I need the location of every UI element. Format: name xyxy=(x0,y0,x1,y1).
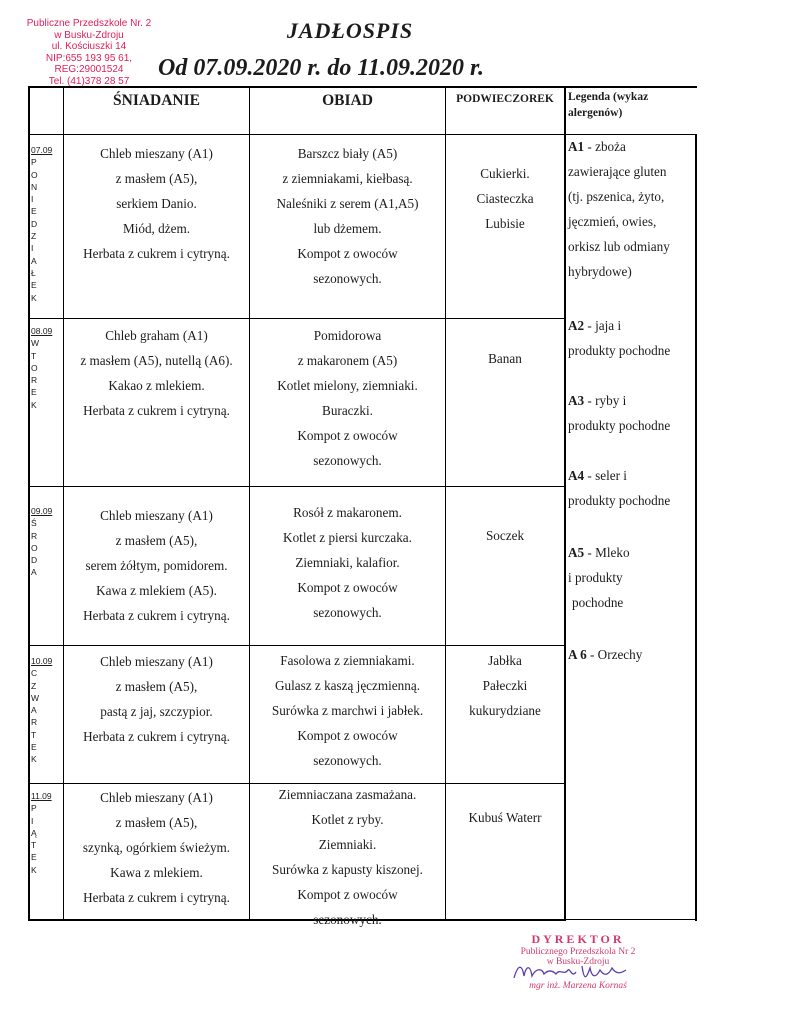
day-name-letter: W xyxy=(31,692,40,703)
menu-item: sezonowych. xyxy=(313,271,382,286)
day-name-letter: D xyxy=(31,555,38,566)
row-divider xyxy=(28,645,565,646)
menu-item: Ziemniaki, kalafior. xyxy=(295,555,400,570)
day-name-letter: K xyxy=(31,754,37,765)
page-title: JADŁOSPIS xyxy=(286,18,414,43)
menu-item: Buraczki. xyxy=(322,403,373,418)
day-name-letter: D xyxy=(31,218,38,229)
legend-a3 xyxy=(568,388,670,438)
day-name-letter: T xyxy=(31,840,37,851)
menu-item: Kompot z owoców xyxy=(297,246,398,261)
legend-line: A4 - seler i xyxy=(568,468,627,483)
menu-item: Ziemniaczana zasmażana. xyxy=(278,787,417,802)
handwritten-signature xyxy=(512,958,632,986)
menu-item: Kotlet mielony, ziemniaki. xyxy=(277,378,418,393)
menu-item: sezonowych. xyxy=(313,605,382,620)
menu-item: Kubuś Waterr xyxy=(468,810,542,825)
day-label-thursday xyxy=(31,655,52,766)
legend-line: produkty pochodne xyxy=(568,418,671,433)
day-date: 09.09 xyxy=(31,506,53,516)
snack-cell-tuesday xyxy=(446,346,564,371)
day-name-letter: O xyxy=(31,169,38,180)
allergen-code: A1 xyxy=(568,139,585,154)
snack-cell-wednesday xyxy=(446,523,564,548)
menu-item: Surówka z kapusty kiszonej. xyxy=(272,862,423,877)
day-name-letter: Z xyxy=(31,231,37,242)
legend-line: A2 - jaja i xyxy=(568,318,622,333)
lunch-cell-tuesday xyxy=(250,323,445,473)
day-label-wednesday xyxy=(31,505,52,579)
lunch-cell-wednesday xyxy=(250,500,445,625)
menu-item: Pomidorowa xyxy=(313,328,382,343)
menu-item: Herbata z cukrem i cytryną. xyxy=(83,608,230,623)
menu-item: z masłem (A5), xyxy=(115,171,198,186)
day-name-letter: K xyxy=(31,399,37,410)
day-name-letter: E xyxy=(31,387,37,398)
legend-line: (tj. pszenica, żyto, xyxy=(568,189,665,204)
menu-item: Gulasz z kaszą jęczmienną. xyxy=(275,678,420,693)
menu-item: Kakao z mlekiem. xyxy=(108,378,205,393)
menu-item: Kawa z mlekiem. xyxy=(110,865,203,880)
menu-item: Kompot z owoców xyxy=(297,887,398,902)
breakfast-cell-monday xyxy=(64,141,249,266)
day-name xyxy=(31,667,52,765)
menu-item: pastą z jaj, szczypior. xyxy=(100,704,213,719)
menu-item: Fasolowa z ziemniakami. xyxy=(280,653,415,668)
legend-line: A 6 - Orzechy xyxy=(568,647,643,662)
legend-line: i produkty xyxy=(568,570,623,585)
col-divider-snack xyxy=(564,86,566,921)
menu-item: Ziemniaki. xyxy=(318,837,377,852)
menu-item: serem żółtym, pomidorem. xyxy=(85,558,228,573)
day-name-letter: Ś xyxy=(31,518,37,529)
day-name-letter: A xyxy=(31,567,37,578)
day-label-tuesday xyxy=(31,325,52,411)
stamp-line: Publiczne Przedszkole Nr. 2 xyxy=(26,18,152,29)
menu-item: sezonowych. xyxy=(313,912,382,927)
day-name xyxy=(31,156,52,304)
day-name-letter: T xyxy=(31,350,37,361)
allergen-code: A2 xyxy=(568,318,585,333)
day-name-letter: K xyxy=(31,864,37,875)
allergen-code: A5 xyxy=(568,545,585,560)
day-name-letter: P xyxy=(31,803,37,814)
day-date: 08.09 xyxy=(31,326,53,336)
day-name-letter: N xyxy=(31,181,38,192)
menu-item: Barszcz biały (A5) xyxy=(297,146,398,161)
legend-a1 xyxy=(568,134,670,284)
day-name-letter: A xyxy=(31,255,37,266)
table-border-right xyxy=(695,134,697,921)
menu-item: Chleb mieszany (A1) xyxy=(100,146,213,161)
menu-item: szynką, ogórkiem świeżym. xyxy=(82,840,231,855)
header-lunch: OBIAD xyxy=(322,92,373,109)
day-name-letter: I xyxy=(31,815,34,826)
day-name-letter: W xyxy=(31,338,40,349)
snack-cell-thursday xyxy=(446,648,564,723)
menu-item: sezonowych. xyxy=(313,753,382,768)
menu-item: Kompot z owoców xyxy=(297,428,398,443)
menu-item: z masłem (A5), xyxy=(115,815,198,830)
legend-a6 xyxy=(568,642,642,667)
breakfast-cell-friday xyxy=(64,785,249,910)
date-range-subtitle: Od 07.09.2020 r. do 11.09.2020 r. xyxy=(158,55,485,81)
menu-item: Herbata z cukrem i cytryną. xyxy=(83,890,230,905)
menu-item: Banan xyxy=(488,351,522,366)
menu-item: Chleb mieszany (A1) xyxy=(100,654,213,669)
menu-item: Surówka z marchwi i jabłek. xyxy=(271,703,424,718)
day-name-letter: T xyxy=(31,729,37,740)
menu-item: z ziemniakami, kiełbasą. xyxy=(282,171,413,186)
day-label-monday xyxy=(31,144,52,304)
day-name-letter: A xyxy=(31,705,37,716)
menu-item: kukurydziane xyxy=(469,703,541,718)
stamp-line: Tel. (41)378 28 57 xyxy=(48,75,130,87)
director-name: mgr inż. Marzena Kornaś xyxy=(529,981,627,991)
breakfast-cell-thursday xyxy=(64,649,249,749)
day-name-letter: E xyxy=(31,852,37,863)
legend-line: jęczmień, owies, xyxy=(568,214,657,229)
menu-item: lub dżemem. xyxy=(313,221,382,236)
legend-line: produkty pochodne xyxy=(568,343,671,358)
menu-item: z masłem (A5), nutellą (A6). xyxy=(80,353,233,368)
day-name-letter: P xyxy=(31,157,37,168)
menu-item: serkiem Danio. xyxy=(116,196,197,211)
menu-item: Herbata z cukrem i cytryną. xyxy=(83,729,230,744)
menu-item: Naleśniki z serem (A1,A5) xyxy=(276,196,419,211)
breakfast-cell-wednesday xyxy=(64,503,249,628)
table-border-top xyxy=(28,86,697,88)
header-legend: Legenda (wykaz alergenów) xyxy=(568,91,649,119)
menu-item: Chleb mieszany (A1) xyxy=(100,790,213,805)
legend-a2 xyxy=(568,313,670,363)
day-name-letter: R xyxy=(31,375,38,386)
legend-line: pochodne xyxy=(572,595,624,610)
stamp-line: w Busku-Zdroju xyxy=(54,29,124,41)
menu-item: Herbata z cukrem i cytryną. xyxy=(83,403,230,418)
day-name-letter: K xyxy=(31,292,37,303)
snack-cell-monday xyxy=(446,161,564,236)
day-label-friday xyxy=(31,790,52,876)
legend-line: A1 - zboża xyxy=(568,139,626,154)
allergen-code: A4 xyxy=(568,468,585,483)
legend-line: A5 - Mleko xyxy=(568,545,630,560)
lunch-cell-monday xyxy=(250,141,445,291)
day-date: 07.09 xyxy=(31,145,53,155)
day-name-letter: E xyxy=(31,206,37,217)
header-snack: PODWIECZOREK xyxy=(456,93,554,105)
school-stamp xyxy=(14,18,164,87)
legend-a5 xyxy=(568,540,630,615)
menu-item: z masłem (A5), xyxy=(115,679,198,694)
day-name-letter: Ą xyxy=(31,827,37,838)
row-divider xyxy=(28,486,565,487)
lunch-cell-thursday xyxy=(250,648,445,773)
day-name-letter: E xyxy=(31,742,37,753)
day-name-letter: Z xyxy=(31,680,37,691)
menu-item: Chleb mieszany (A1) xyxy=(100,508,213,523)
table-border-bottom-legend xyxy=(565,919,697,920)
menu-item: Pałeczki xyxy=(482,678,528,693)
breakfast-cell-tuesday xyxy=(64,323,249,423)
menu-item: z makaronem (A5) xyxy=(297,353,398,368)
day-name-letter: R xyxy=(31,717,38,728)
director-title: DYREKTOR xyxy=(531,932,625,946)
stamp-line: NIP:655 193 95 61, REG:29001524 xyxy=(45,52,133,75)
stamp-line: ul. Kościuszki 14 xyxy=(51,41,127,52)
menu-item: Lubisie xyxy=(485,216,525,231)
day-date: 10.09 xyxy=(31,656,53,666)
day-name-letter: I xyxy=(31,194,34,205)
menu-item: Kotlet z piersi kurczaka. xyxy=(283,530,412,545)
allergen-code: A3 xyxy=(568,393,585,408)
table-border-left xyxy=(28,86,30,921)
menu-item: Rosół z makaronem. xyxy=(293,505,402,520)
day-name-letter: O xyxy=(31,362,38,373)
legend-line: orkisz lub odmiany xyxy=(568,239,670,254)
allergen-code: A 6 xyxy=(568,647,587,662)
day-name xyxy=(31,802,52,876)
menu-item: Ciasteczka xyxy=(476,191,534,206)
menu-item: Kotlet z ryby. xyxy=(311,812,384,827)
day-name-letter: E xyxy=(31,280,37,291)
day-name xyxy=(31,337,52,411)
menu-item: Kompot z owoców xyxy=(297,728,398,743)
menu-item: Chleb graham (A1) xyxy=(105,328,208,343)
day-name-letter: C xyxy=(31,668,38,679)
legend-line: hybrydowe) xyxy=(568,264,632,279)
menu-item: Kompot z owoców xyxy=(297,580,398,595)
menu-item: sezonowych. xyxy=(313,453,382,468)
menu-item: Miód, dżem. xyxy=(122,221,191,236)
day-name-letter: Ł xyxy=(31,267,36,278)
day-name xyxy=(31,517,52,578)
lunch-cell-friday xyxy=(250,782,445,932)
menu-item: z masłem (A5), xyxy=(115,533,198,548)
menu-item: Cukierki. xyxy=(480,166,530,181)
day-name-letter: R xyxy=(31,530,38,541)
day-name-letter: I xyxy=(31,243,34,254)
legend-a4 xyxy=(568,463,670,513)
menu-item: Herbata z cukrem i cytryną. xyxy=(83,246,230,261)
snack-cell-friday xyxy=(446,805,564,830)
director-city: w Busku-Zdroju xyxy=(546,957,610,967)
menu-item: Kawa z mlekiem (A5). xyxy=(96,583,217,598)
legend-line: A3 - ryby i xyxy=(568,393,627,408)
row-divider xyxy=(28,318,565,319)
menu-item: Jabłka xyxy=(488,653,522,668)
day-date: 11.09 xyxy=(31,791,52,801)
director-school: Publicznego Przedszkola Nr 2 xyxy=(520,947,636,957)
legend-line: produkty pochodne xyxy=(568,493,671,508)
menu-item: Soczek xyxy=(485,528,525,543)
legend-line: zawierające gluten xyxy=(568,164,667,179)
header-breakfast: ŚNIADANIE xyxy=(113,92,200,109)
day-name-letter: O xyxy=(31,542,38,553)
